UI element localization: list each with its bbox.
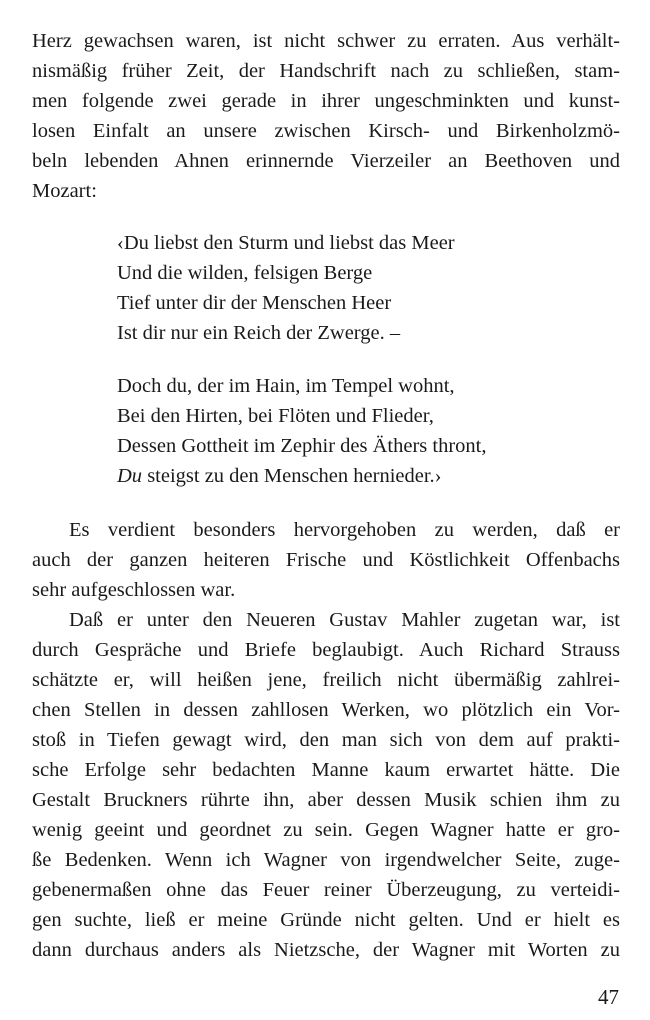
paragraph-3-line: durch Gespräche und Briefe beglaubigt. Auch Richard Strauss	[32, 639, 620, 661]
paragraph-3-line: stoß in Tiefen gewagt wird, den man sich von dem auf prakti-	[32, 729, 620, 751]
paragraph-2-line: auch der ganzen heiteren Frische und Köstlichkeit Offenbachs	[32, 549, 620, 571]
poem-line	[117, 461, 442, 491]
paragraph-1-line: beln lebenden Ahnen erinnernde Vierzeiler an Beethoven und	[32, 150, 620, 172]
paragraph-1-line: Herz gewachsen waren, ist nicht schwer zu erraten. Aus verhält-	[32, 30, 620, 52]
poem-line-rest: steigst zu den Menschen hernieder.›	[142, 465, 442, 487]
poem-italic-word: Du	[117, 465, 143, 487]
paragraph-2-line: Es verdient besonders hervorgehoben zu werden, daß er	[69, 519, 620, 541]
poem-line: Bei den Hirten, bei Flöten und Flieder,	[117, 405, 434, 427]
paragraph-1-line: men folgende zwei gerade in ihrer ungeschminkten und kunst-	[32, 90, 620, 112]
poem-line: Tief unter dir der Menschen Heer	[117, 292, 392, 314]
poem-line: Dessen Gottheit im Zephir des Äthers thront,	[117, 435, 487, 457]
paragraph-1-line: losen Einfalt an unsere zwischen Kirsch- und Birkenholzmö-	[32, 120, 620, 142]
paragraph-3-line: dann durchaus anders als Nietzsche, der Wagner mit Worten zu	[32, 939, 620, 961]
paragraph-3-line: ße Bedenken. Wenn ich Wagner von irgendwelcher Seite, zuge-	[32, 849, 620, 871]
paragraph-3-line: chen Stellen in dessen zahllosen Werken, wo plötzlich ein Vor-	[32, 699, 620, 721]
paragraph-3-line: wenig geeint und geordnet zu sein. Gegen Wagner hatte er gro-	[32, 819, 620, 841]
paragraph-3-line: gebenermaßen ohne das Feuer reiner Überzeugung, zu verteidi-	[32, 879, 620, 901]
paragraph-3-line: Daß er unter den Neueren Gustav Mahler zugetan war, ist	[69, 609, 620, 631]
paragraph-1-line: nismäßig früher Zeit, der Handschrift nach zu schließen, stam-	[32, 60, 620, 82]
poem-line: Ist dir nur ein Reich der Zwerge. –	[117, 322, 401, 344]
poem-line: Und die wilden, felsigen Berge	[117, 262, 373, 284]
paragraph-3-line: gen suchte, ließ er meine Gründe nicht gelten. Und er hielt es	[32, 909, 620, 931]
paragraph-3-line: sche Erfolge sehr bedachten Manne kaum erwartet hätte. Die	[32, 759, 620, 781]
poem-line: Doch du, der im Hain, im Tempel wohnt,	[117, 375, 455, 397]
page-number: 47	[598, 985, 619, 1009]
paragraph-3-line: Gestalt Bruckners rührte ihn, aber dessen Musik schien ihm zu	[32, 789, 620, 811]
paragraph-3-line: schätzte er, will heißen jene, freilich nicht übermäßig zahlrei-	[32, 669, 620, 691]
paragraph-1-line: Mozart:	[32, 180, 97, 202]
poem-line: ‹Du liebst den Sturm und liebst das Meer	[117, 232, 455, 254]
paragraph-2-line: sehr aufgeschlossen war.	[32, 579, 236, 601]
